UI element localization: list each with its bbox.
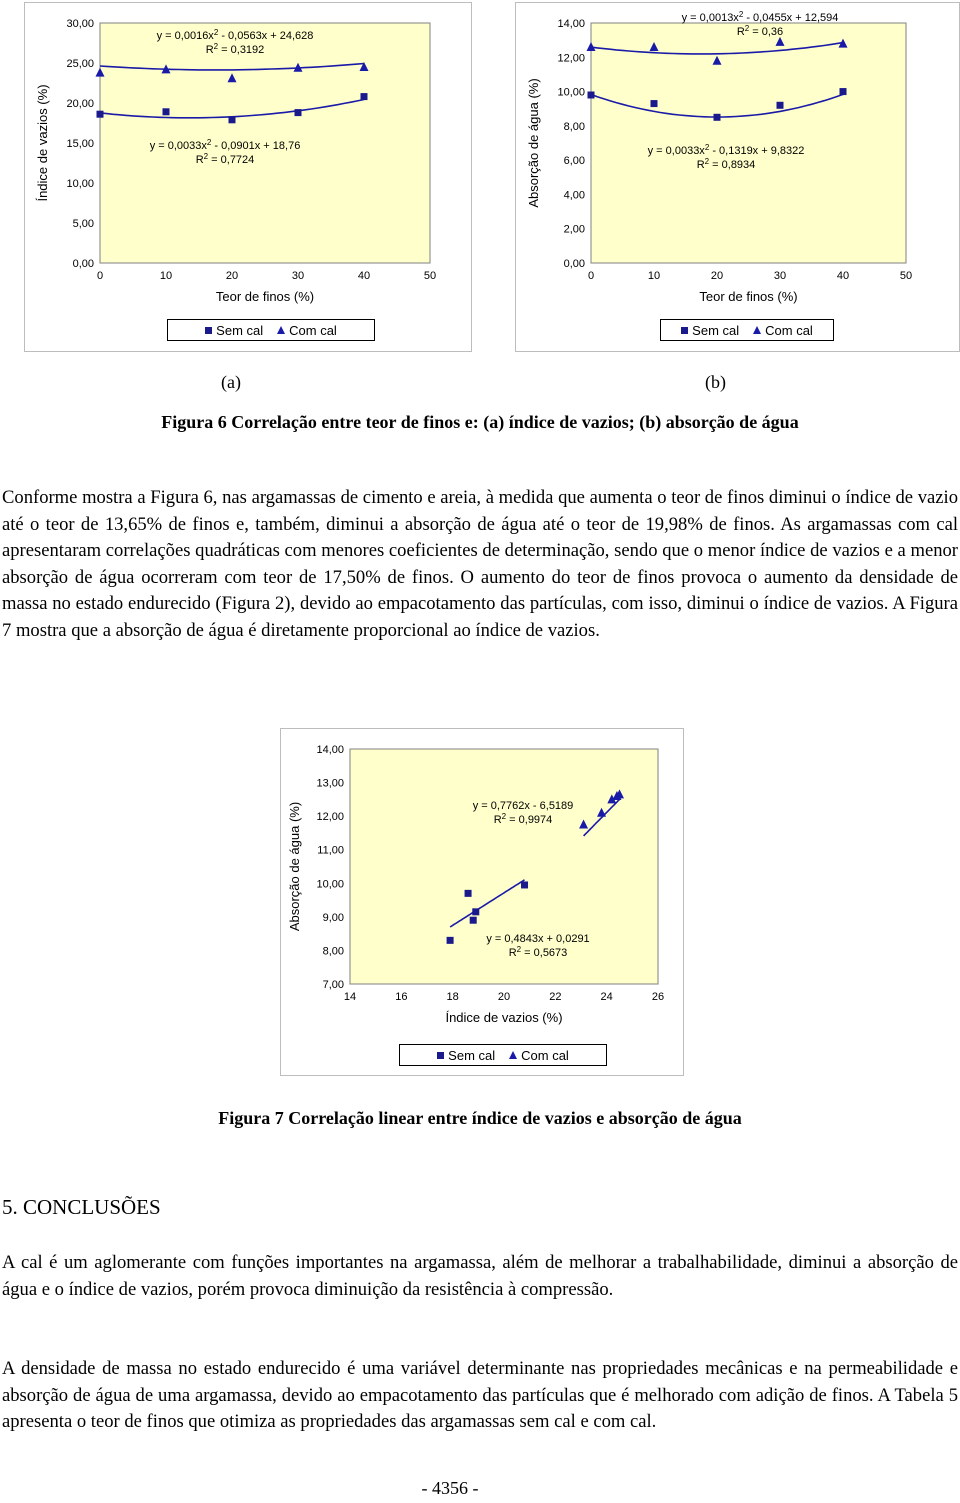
legend-sem-cal xyxy=(681,323,739,338)
x-tick-label: 40 xyxy=(357,270,371,282)
data-point-sem-cal xyxy=(840,88,847,95)
trendline-equation: y = 0,7762x - 6,5189 xyxy=(472,800,574,812)
trendline-r2: $R^2 = 0,8934$ xyxy=(696,157,756,171)
data-point-sem-cal xyxy=(777,102,784,109)
square-marker-icon xyxy=(681,327,688,334)
triangle-marker-icon xyxy=(753,326,761,334)
legend-sem-cal xyxy=(437,1048,495,1063)
figure6-chart-b xyxy=(515,2,960,352)
x-tick-label: 20 xyxy=(497,991,511,1003)
y-tick-label: 15,00 xyxy=(66,138,94,150)
x-tick-label: 30 xyxy=(291,270,305,282)
body-paragraph-1: Conforme mostra a Figura 6, nas argamassas de cimento e areia, à medida que aumenta o teor de finos diminui o índice de vazio até o teor de 13,65% de finos e, também, diminui a absorção de água até o teor de 19,98% de finos. As argamassas com cal apresentaram correlações quadráticas com menores coeficientes de determinação, sendo que o menor índice de vazios e a menor absorção de água ocorreram com teor de 17,50% de finos. O aumento do teor de finos provoca o aumento da densidade de massa no estado endurecido (Figura 2), devido ao empacotamento das partículas, com isso, diminui o índice de vazios. A Figura 7 mostra que a absorção de água é diretamente proporcional ao índice de vazios. xyxy=(2,487,958,641)
trendline-r2: $R^2 = 0,7724$ xyxy=(195,152,255,166)
subfigure-label-a: (a) xyxy=(221,372,241,392)
trendline-r2: $R^2 = 0,5673$ xyxy=(508,945,568,959)
y-axis-title: Absorção de água (%) xyxy=(526,78,541,208)
figure6-caption: Figura 6 Correlação entre teor de finos e: (a) índice de vazios; (b) absorção de água xyxy=(161,412,799,432)
x-tick-label: 10 xyxy=(647,270,661,282)
chart-b-svg xyxy=(516,3,959,351)
trendline-equation: $y = 0,0033x^2 - 0,0901x + 18,76$ xyxy=(149,138,301,152)
section-heading: 5. CONCLUSÕES xyxy=(2,1195,161,1219)
y-tick-label: 2,00 xyxy=(563,223,585,236)
figure7-caption: Figura 7 Correlação linear entre índice de vazios e absorção de água xyxy=(218,1108,742,1128)
plot-area xyxy=(350,749,658,984)
y-tick-label: 13,00 xyxy=(316,777,344,790)
x-tick-label: 50 xyxy=(423,270,437,282)
x-tick-label: 26 xyxy=(651,991,665,1003)
y-tick-label: 10,00 xyxy=(66,178,94,190)
subfigure-label-b: (b) xyxy=(705,372,726,392)
legend-com-cal xyxy=(277,323,337,338)
trendline-r2: $R^2 = 0,36$ xyxy=(736,24,784,38)
y-tick-label: 14,00 xyxy=(557,18,585,30)
y-tick-label: 25,00 xyxy=(66,58,94,70)
data-point-sem-cal xyxy=(465,890,472,897)
data-point-sem-cal xyxy=(588,92,595,99)
y-tick-label: 30,00 xyxy=(66,18,94,30)
triangle-marker-icon xyxy=(277,326,285,334)
y-tick-label: 10,00 xyxy=(316,878,344,891)
trendline-equation: $y = 0,0033x^2 - 0,1319x + 9,8322$ xyxy=(647,143,805,157)
chart-7-legend xyxy=(399,1044,607,1066)
y-axis-title: Absorção de água (%) xyxy=(287,801,302,932)
legend-sem-cal-label: Sem cal xyxy=(692,322,740,338)
legend-com-cal-label: Com cal xyxy=(521,1047,569,1063)
x-tick-label: 0 xyxy=(587,270,595,282)
x-axis-title: Teor de finos (%) xyxy=(215,289,315,304)
data-point-sem-cal xyxy=(714,114,721,121)
data-point-sem-cal xyxy=(651,100,658,107)
x-tick-label: 20 xyxy=(225,270,239,282)
triangle-marker-icon xyxy=(509,1051,517,1059)
y-tick-label: 8,00 xyxy=(563,120,585,133)
y-tick-label: 7,00 xyxy=(322,979,344,991)
trendline-r2: $R^2 = 0,9974$ xyxy=(493,812,553,826)
data-point-sem-cal xyxy=(361,93,368,100)
legend-sem-cal xyxy=(205,323,263,338)
chart-b-legend xyxy=(660,319,834,341)
trendline-equation: $y = 0,0013x^2 - 0,0455x + 12,594$ xyxy=(681,10,839,24)
x-tick-label: 22 xyxy=(549,991,562,1003)
data-point-sem-cal xyxy=(521,881,528,888)
page-number: - 4356 - xyxy=(421,1478,479,1498)
y-tick-label: 9,00 xyxy=(322,911,344,924)
square-marker-icon xyxy=(205,327,212,334)
legend-sem-cal-label: Sem cal xyxy=(448,1047,496,1063)
x-tick-label: 30 xyxy=(773,270,787,282)
legend-com-cal-label: Com cal xyxy=(765,322,813,338)
data-point-sem-cal xyxy=(163,108,170,115)
y-tick-label: 0,00 xyxy=(563,258,585,270)
legend-com-cal-label: Com cal xyxy=(289,322,337,338)
plot-area xyxy=(591,23,906,263)
y-tick-label: 20,00 xyxy=(66,98,94,110)
x-tick-label: 40 xyxy=(836,270,850,282)
trendline-equation: y = 0,4843x + 0,0291 xyxy=(486,933,590,945)
chart-7-svg xyxy=(281,729,683,1075)
chart-a-svg xyxy=(25,3,471,351)
y-tick-label: 8,00 xyxy=(322,945,344,958)
x-tick-label: 16 xyxy=(395,991,408,1003)
body-paragraph-2: A cal é um aglomerante com funções importantes na argamassa, além de melhorar a trabalhabilidade, diminui a absorção de água e o índice de vazios, porém provoca diminuição da resistência à compressão. xyxy=(2,1252,958,1300)
data-point-sem-cal xyxy=(472,908,479,915)
x-tick-label: 18 xyxy=(446,991,459,1003)
x-axis-title: Teor de finos (%) xyxy=(699,289,798,304)
y-tick-label: 10,00 xyxy=(557,86,585,99)
x-axis-title: Índice de vazios (%) xyxy=(445,1010,563,1025)
y-tick-label: 0,00 xyxy=(72,258,94,270)
y-tick-label: 11,00 xyxy=(317,844,344,857)
data-point-sem-cal xyxy=(470,917,477,924)
y-tick-label: 12,00 xyxy=(557,52,585,65)
trendline-equation: $y = 0,0016x^2 - 0,0563x + 24,628$ xyxy=(156,28,314,42)
legend-com-cal xyxy=(509,1048,569,1063)
x-tick-label: 50 xyxy=(899,270,913,282)
y-tick-label: 14,00 xyxy=(316,744,344,756)
y-tick-label: 5,00 xyxy=(72,218,94,230)
figure6-chart-a xyxy=(24,2,472,352)
y-tick-label: 4,00 xyxy=(563,189,585,202)
x-tick-label: 14 xyxy=(343,991,357,1003)
x-tick-label: 20 xyxy=(710,270,724,282)
legend-sem-cal-label: Sem cal xyxy=(216,322,264,338)
legend-com-cal xyxy=(753,323,813,338)
x-tick-label: 0 xyxy=(96,270,104,282)
body-paragraph-3: A densidade de massa no estado endurecido é uma variável determinante nas propriedades mecânicas e na permeabilidade e absorção de água de uma argamassa, devido ao empacotamento das partículas que é melhorado com adição de finos. A Tabela 5 apresenta o teor de finos que otimiza as propriedades das argamassas sem cal e com cal. xyxy=(2,1358,958,1432)
data-point-sem-cal xyxy=(447,937,454,944)
y-tick-label: 6,00 xyxy=(563,155,585,168)
x-tick-label: 24 xyxy=(600,991,613,1003)
figure7-chart xyxy=(280,728,684,1076)
data-point-sem-cal xyxy=(229,116,236,123)
data-point-sem-cal xyxy=(97,111,104,118)
trendline-r2: $R^2 = 0,3192$ xyxy=(205,42,265,56)
y-tick-label: 12,00 xyxy=(316,811,344,824)
y-axis-title: Índice de vazios (%) xyxy=(35,84,50,202)
square-marker-icon xyxy=(437,1052,444,1059)
x-tick-label: 10 xyxy=(159,270,173,282)
chart-a-legend xyxy=(167,319,375,341)
data-point-sem-cal xyxy=(295,109,302,116)
